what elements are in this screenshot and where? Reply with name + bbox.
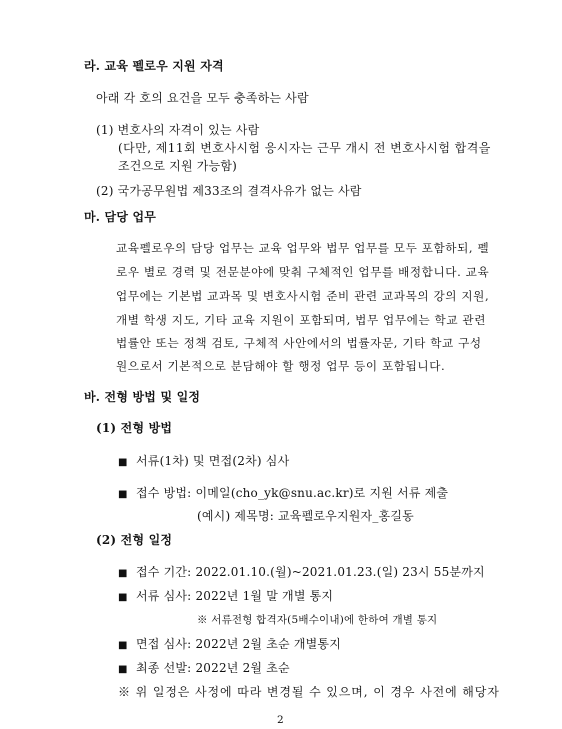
ra-item-1-note-cont: 조건으로 지원 가능함) bbox=[118, 159, 238, 173]
ra-item-1-note: (다만, 제11회 변호사시험 응시자는 근무 개시 전 변호사시험 합격을 bbox=[118, 141, 491, 155]
section-ra-heading: 라. 교육 펠로우 지원 자격 bbox=[84, 59, 224, 73]
schedule-bullet: 접수 기간: 2022.01.10.(월)~2021.01.23.(일) 23시 55분까지 bbox=[136, 565, 485, 579]
method-bullet: 서류(1차) 및 면접(2차) 심사 bbox=[136, 454, 290, 468]
schedule-bullet: 최종 선발: 2022년 2월 초순 bbox=[136, 661, 290, 675]
bullet-icon: ■ bbox=[118, 640, 128, 651]
bullet-icon: ■ bbox=[118, 664, 128, 675]
bullet-icon: ■ bbox=[118, 457, 128, 468]
ma-paragraph-line: 개별 학생 지도, 기타 교육 지원이 포함되며, 법무 업무에는 학교 관련 bbox=[116, 313, 487, 327]
schedule-subheading: (2) 전형 일정 bbox=[96, 533, 173, 547]
bullet-icon: ■ bbox=[118, 489, 128, 500]
schedule-note: ※ 서류전형 합격자(5배수이내)에 한하여 개별 통지 bbox=[197, 614, 438, 626]
method-subheading: (1) 전형 방법 bbox=[96, 421, 173, 435]
section-ma-heading: 마. 담당 업무 bbox=[84, 210, 157, 224]
section-ba-heading: 바. 전형 방법 및 일정 bbox=[84, 390, 201, 404]
ma-paragraph-line: 원으로서 기본적으로 분담해야 할 행정 업무 등이 포함됩니다. bbox=[116, 359, 446, 373]
section-ra-intro: 아래 각 호의 요건을 모두 충족하는 사람 bbox=[96, 91, 309, 105]
ra-item-1: (1) 변호사의 자격이 있는 사람 bbox=[96, 123, 260, 137]
ma-paragraph-line: 교육펠로우의 담당 업무는 교육 업무와 법무 업무를 모두 포함하되, 펠 bbox=[116, 241, 490, 255]
bullet-icon: ■ bbox=[118, 592, 128, 603]
method-example: (예시) 제목명: 교육펠로우지원자_홍길동 bbox=[197, 509, 414, 523]
ma-paragraph-line: 업무에는 기본법 교과목 및 변호사시험 준비 관련 교과목의 강의 지원, bbox=[116, 289, 490, 303]
bullet-icon: ■ bbox=[118, 568, 128, 579]
ma-paragraph-line: 로우 별로 경력 및 전문분야에 맞춰 구체적인 업무를 배정합니다. 교육 bbox=[116, 265, 490, 279]
schedule-bullet: 면접 심사: 2022년 2월 초순 개별통지 bbox=[136, 637, 341, 651]
ma-paragraph-line: 법률안 또는 정책 검토, 구체적 사안에서의 법률자문, 기타 학교 구성 bbox=[116, 336, 482, 350]
page-number: 2 bbox=[277, 714, 284, 726]
method-bullet: 접수 방법: 이메일(cho_yk@snu.ac.kr)로 지원 서류 제출 bbox=[136, 486, 449, 500]
schedule-footnote: ※ 위 일정은 사정에 따라 변경될 수 있으며, 이 경우 사전에 해당자 bbox=[118, 685, 500, 699]
ra-item-2: (2) 국가공무원법 제33조의 결격사유가 없는 사람 bbox=[96, 184, 362, 198]
schedule-bullet: 서류 심사: 2022년 1월 말 개별 통지 bbox=[136, 589, 334, 603]
